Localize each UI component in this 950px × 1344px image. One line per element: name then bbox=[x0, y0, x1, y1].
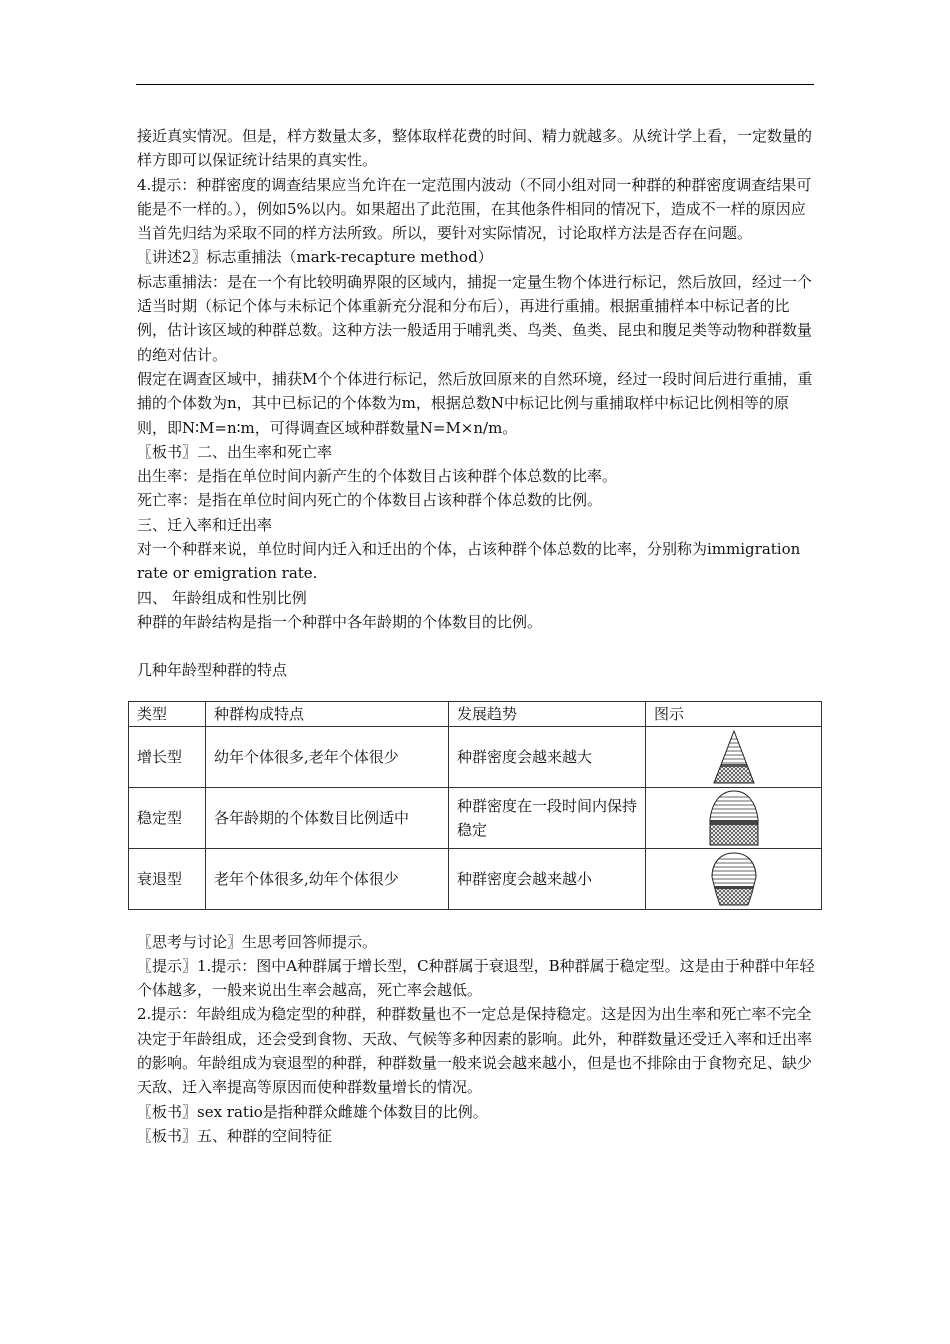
table-row bbox=[129, 726, 822, 787]
growth-pyramid-icon bbox=[704, 729, 764, 785]
table-cell-figure bbox=[646, 726, 822, 787]
table-cell-type: 增长型 bbox=[129, 726, 206, 787]
paragraph: 标志重捕法：是在一个有比较明确界限的区域内，捕捉一定量生物个体进行标记，然后放回，经过一个适当时期（标记个体与未标记个体重新充分混和分布后），再进行重捕。根据重捕样本中标记者的比例，估计该区域的种群总数。这种方法一般适用于哺乳类、鸟类、鱼类、昆虫和腹足类等动物种群数量的绝对估计。 bbox=[137, 272, 813, 364]
table-row bbox=[129, 848, 822, 909]
spacer bbox=[137, 683, 815, 695]
table-cell-trend: 种群密度会越来越小 bbox=[449, 848, 646, 909]
table-header-row bbox=[129, 701, 822, 726]
paragraph: 〖讲述2〗标志重捕法（mark-recapture method） bbox=[137, 248, 493, 267]
paragraph: 种群的年龄结构是指一个种群中各年龄期的个体数目的比例。 bbox=[137, 612, 543, 631]
table-header-cell: 发展趋势 bbox=[449, 701, 646, 726]
table-header-cell: 种群构成特点 bbox=[206, 701, 449, 726]
paragraph: 〖提示〗1.提示：图中A种群属于增长型，C种群属于衰退型，B种群属于稳定型。这是由于种群中年轻个体越多，一般来说出生率会越高，死亡率会越低。 bbox=[137, 956, 815, 1000]
table-cell-type: 稳定型 bbox=[129, 787, 206, 848]
table-header-cell: 图示 bbox=[646, 701, 822, 726]
document-body bbox=[137, 124, 815, 1148]
paragraph: 〖思考与讨论〗生思考回答师提示。 bbox=[137, 932, 378, 951]
table-caption: 几种年龄型种群的特点 bbox=[137, 661, 288, 680]
stable-bell-icon bbox=[704, 789, 764, 847]
table-row bbox=[129, 787, 822, 848]
table-cell-trend: 种群密度会越来越大 bbox=[449, 726, 646, 787]
paragraph: 出生率：是指在单位时间内新产生的个体数目占该种群个体总数的比率。 bbox=[137, 467, 618, 486]
paragraph: 三、迁入率和迁出率 bbox=[137, 515, 273, 534]
table-header-cell: 类型 bbox=[129, 701, 206, 726]
table-cell-feature: 各年龄期的个体数目比例适中 bbox=[206, 787, 449, 848]
table-cell-trend: 种群密度在一段时间内保持稳定 bbox=[449, 787, 646, 848]
paragraph: 4.提示：种群密度的调查结果应当允许在一定范围内波动（不同小组对同一种群的种群密度调查结果可能是不一样的。），例如5%以内。如果超出了此范围，在其他条件相同的情况下，造成不一样的原因应当首先归结为采取不同的样方法所致。所以，要针对实际情况，讨论取样方法是否存在问题。 bbox=[137, 175, 812, 243]
paragraph: 假定在调查区域中，捕获M个个体进行标记，然后放回原来的自然环境，经过一段时间后进行重捕，重捕的个体数为n，其中已标记的个体数为m，根据总数N中标记比例与重捕取样中标记比例相等的原则，即N∶M=n∶m，可得调查区域种群数量N=M×n/m。 bbox=[137, 369, 813, 437]
table-cell-figure bbox=[646, 787, 822, 848]
spacer bbox=[137, 634, 815, 658]
table-cell-feature: 老年个体很多,幼年个体很少 bbox=[206, 848, 449, 909]
table-cell-type: 衰退型 bbox=[129, 848, 206, 909]
table-cell-feature: 幼年个体很多,老年个体很少 bbox=[206, 726, 449, 787]
paragraph: 死亡率：是指在单位时间内死亡的个体数目占该种群个体总数的比例。 bbox=[137, 491, 603, 510]
paragraph: 2.提示：年龄组成为稳定型的种群，种群数量也不一定总是保持稳定。这是因为出生率和死亡率不完全决定于年龄组成，还会受到食物、天敌、气候等多种因素的影响。此外，种群数量还受迁入率和迁出率的影响。年龄组成为衰退型的种群，种群数量一般来说会越来越小，但是也不排除由于食物充足、缺少天敌、迁入率提高等原因而使种群数量增长的情况。 bbox=[137, 1005, 813, 1097]
paragraph: 四、 年龄组成和性别比例 bbox=[137, 588, 307, 607]
decline-urn-icon bbox=[704, 851, 764, 907]
header-rule bbox=[136, 84, 814, 85]
paragraph: 〖板书〗二、出生率和死亡率 bbox=[137, 442, 333, 461]
age-structure-table bbox=[128, 701, 822, 910]
table-cell-figure bbox=[646, 848, 822, 909]
paragraph: 接近真实情况。但是，样方数量太多，整体取样花费的时间、精力就越多。从统计学上看，一定数量的样方即可以保证统计结果的真实性。 bbox=[137, 127, 813, 170]
paragraph: 〖板书〗五、种群的空间特征 bbox=[137, 1126, 333, 1145]
paragraph: 对一个种群来说，单位时间内迁入和迁出的个体，占该种群个体总数的比率，分别称为immigration rate or emigration rate. bbox=[137, 540, 801, 583]
paragraph: 〖板书〗sex ratio是指种群众雌雄个体数目的比例。 bbox=[137, 1102, 488, 1121]
